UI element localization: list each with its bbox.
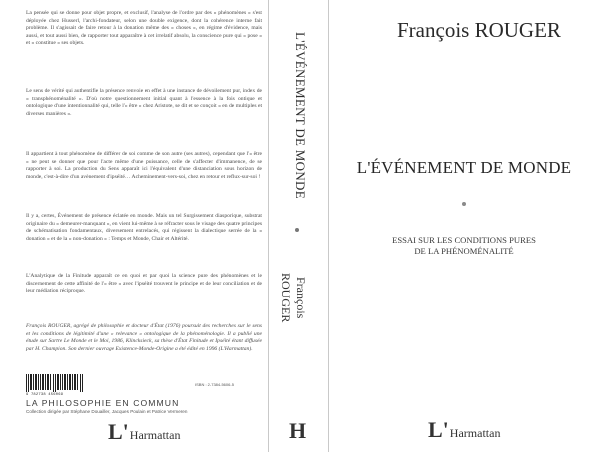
isbn: ISBN : 2-7384-5606-5 <box>195 382 234 387</box>
title-ornament <box>462 202 466 206</box>
publisher-logo-initial: L' <box>428 417 449 442</box>
publisher-logo-name: Harmattan <box>449 426 501 440</box>
barcode-icon <box>26 374 84 392</box>
back-paragraph-3: Il appartient à tout phénomène de différer de soi comme de son autre (ses autres), cependant que l'« être » ne peut se donner que pour l'acte même d'une puissance, celle de s'affecter d'immanence, de se rapporter à soi. La production du Sens apparaît ici l'équivalent d'une distanciation sous horizon de monde, c'est-à-dire d'un avènement d'ipséité… Acheminement-vers-soi, chez en retour et reflux-sur-soi ! <box>26 151 262 180</box>
author-bio: François ROUGER, agrégé de philosophie et docteur d'État (1976) poursuit des recherches sur le sens et les conditions de légitimité d'une « relevance » ontologique de la phénoménologie. Il a publié une étude sur Sartre Le Monde et le Moi, 1986, Klincksieck, sa thèse d'État Finitude et Ipséité étant diffusée par H. Champion. Son dernier ouvrage Existence-Monde-Origine a été édité en 1996 (L'Harmattan). <box>26 323 262 352</box>
publisher-logo-front <box>428 417 501 442</box>
subtitle-line-2: DE LA PHÉNOMÉNALITÉ <box>414 246 514 256</box>
spine-fold-left <box>268 0 269 452</box>
back-cover <box>0 0 268 452</box>
collection-name: LA PHILOSOPHIE EN COMMUN <box>26 398 180 408</box>
front-author: François ROUGER <box>397 18 561 42</box>
spine-ornament <box>295 228 299 232</box>
front-title: L'ÉVÉNEMENT DE MONDE <box>356 158 572 177</box>
publisher-logo-initial: L' <box>108 419 129 444</box>
front-subtitle <box>342 235 586 257</box>
barcode-number: 9 782738 456069 <box>26 393 64 397</box>
spine-title: L'ÉVÉNEMENT DE MONDE <box>293 31 308 199</box>
spine-author: François ROUGER <box>279 273 308 323</box>
back-paragraph-1: La pensée qui se donne pour objet propre, et exclusif, l'analyse de l'ordre par des « phénomènes » s'est déployée chez Husserl, l'archi-fondateur, selon une double exigence, dont la cohérence interne fait problème. Il s'agissait de faire retour à la donation même des « choses », en régime d'évidence, mais aussi, et tout aussi bien, de rapporter tout apparaître à cet irrelatif absolu, la conscience pure qui « pose » et « constitue » ses objets. <box>26 10 262 47</box>
spine-publisher-logo: H <box>289 418 307 443</box>
back-paragraph-5: L'Analytique de la Finitude apparaît ce en quoi et par quoi la science pure des phénomènes et le discernement de cette affinité de l'« être » avec l'ipséité trouvent le principe et de leur conciliation et de leur médiation réciproque. <box>26 273 262 295</box>
publisher-logo-name: Harmattan <box>129 428 181 442</box>
collection-directors: Collection dirigée par Stéphane Douailler, Jacques Poulain et Patrice Vermeren <box>26 409 188 414</box>
back-paragraph-4: Il y a, certes, Événement de présence éclatée en monde. Mais un tel Surgissement diasporique, substrat originaire du « demeurer-manquant », en vient lui-même à se réfracter sous le visage des quatre principes de schématisation fondamentaux, diversement entrelacés, qui régissent la dialectique serrée de la « donation » et de la « non-donation » : Temps et Monde, Chair et Altérité. <box>26 213 262 242</box>
publisher-logo-back <box>108 419 181 444</box>
back-paragraph-2: Le sens de vérité qui authentifie la présence renvoie en effet à une instance de dévoilement pur, index de « transphénoménalité ». D'où notre questionnement initial quant à l'essence à la fois ontique et ontologique d'une intentionnalité qui, telle l'« être » chez Aristote, se dit et se conçoit « en de multiples et diverses manières ». <box>26 88 262 117</box>
spine-fold-right <box>328 0 329 452</box>
subtitle-line-1: ESSAI SUR LES CONDITIONS PURES <box>392 235 536 245</box>
